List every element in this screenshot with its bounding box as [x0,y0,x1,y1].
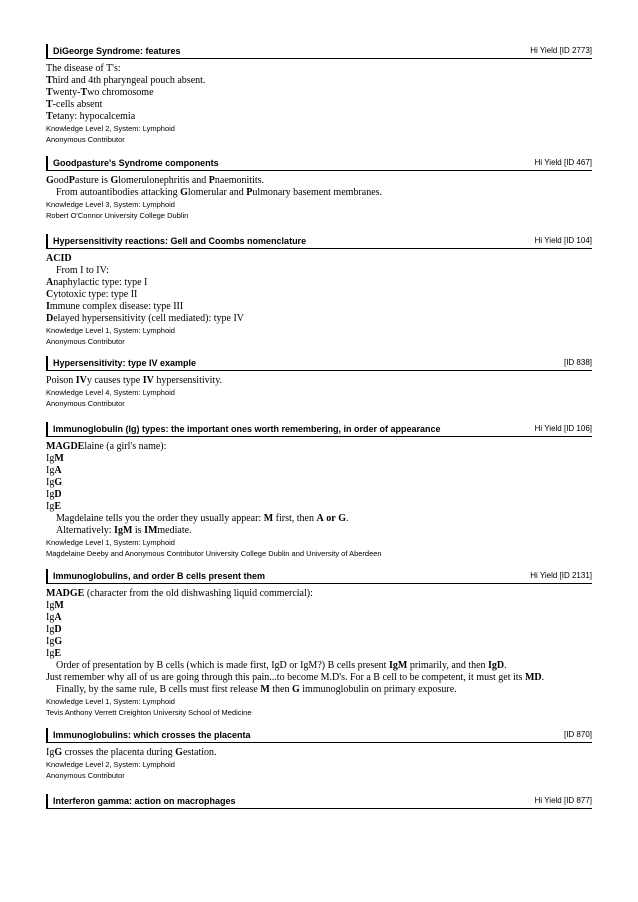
mnemonic-letter: IgD [488,660,505,671]
mnemonic-letter: G [180,187,188,198]
mnemonic-line [46,672,592,684]
text-segment: g [49,747,55,758]
entry-b-cells [46,569,592,718]
entry-title: DiGeorge Syndrome: features [53,46,181,56]
mnemonic-line [46,747,592,759]
text-segment: Ig [46,636,55,647]
text-segment: lomerular and [187,187,247,198]
mnemonic-line [46,501,592,513]
text-segment: hird and 4th pharyngeal pouch absent. [52,75,206,86]
mnemonic-letter: MADGE [46,588,85,599]
mnemonic-letter: IgM [388,660,408,671]
mnemonic-letter: P [246,187,253,198]
entry-meta: Hi Yield [ID 467] [534,158,592,167]
mnemonic-letter: T [80,87,88,98]
entry-body [46,371,592,409]
mnemonic-letter: T [46,99,53,110]
mnemonic-line [46,265,592,277]
entry-meta: Hi Yield [ID 2773] [530,46,592,55]
mnemonic-line [46,477,592,489]
text-segment: ulmonary basement membranes. [252,187,383,198]
text-segment: y causes type [86,375,143,386]
mnemonic-line [46,375,592,387]
text-segment: Finally, by the same rule, B cells must first release [56,684,261,695]
knowledge-level: Knowledge Level 1, System: Lymphoid [46,697,175,706]
mnemonic-letter: D [54,624,62,635]
mnemonic-letter: G [54,477,63,488]
entry-header [46,234,592,249]
mnemonic-letter: IV [75,375,87,386]
mnemonic-line [46,111,592,123]
knowledge-level: Knowledge Level 4, System: Lymphoid [46,388,175,397]
mnemonic-line [46,277,592,289]
entry-header [46,728,592,743]
text-segment: immunoglobulin on primary exposure. [299,684,457,695]
mnemonic-line [46,648,592,660]
text-segment: The disease of T's: [46,63,121,74]
text-segment: etany: hypocalcemia [52,111,136,122]
text-segment: naemonitits. [214,175,265,186]
entry-ig-types [46,422,592,559]
entry-header [46,794,592,809]
text-segment: Ig [46,465,55,476]
entry-body [46,249,592,347]
text-segment: is [132,525,145,536]
mnemonic-letter: MAGDE [46,441,85,452]
mnemonic-letter: I [46,301,50,312]
mnemonic-letter: G [46,175,54,186]
text-segment: Ig [46,612,55,623]
text-segment: Ig [46,600,55,611]
mnemonic-letter: MD [524,672,542,683]
entry-title: Goodpasture's Syndrome components [53,158,219,168]
entry-type-iv [46,356,592,409]
mnemonic-letter: P [68,175,75,186]
mnemonic-line [46,684,592,696]
mnemonic-letter: A [54,465,62,476]
mnemonic-letter: IM [144,525,158,536]
contributor: Anonymous Contributor [46,337,125,346]
mnemonic-letter: M [263,513,274,524]
mnemonic-line [46,525,592,537]
entry-body [46,584,592,718]
mnemonic-line [46,453,592,465]
entry-header [46,356,592,371]
entry-meta: Hi Yield [ID 877] [534,796,592,805]
text-segment: Poison [46,375,76,386]
entry-header [46,44,592,59]
contributor: Magdelaine Deeby and Anonymous Contributor University College Dublin and University of Aberdeen [46,549,382,558]
entry-digeorge [46,44,592,145]
mnemonic-line [46,636,592,648]
knowledge-level: Knowledge Level 3, System: Lymphoid [46,200,175,209]
entry-header [46,569,592,584]
mnemonic-line [46,63,592,75]
contributor: Robert O'Connor University College Dublin [46,211,189,220]
text-segment: Order of presentation by B cells (which is made first, IgD or IgM?) B cells present [56,660,389,671]
entry-title: Immunoglobulins: which crosses the placenta [53,730,251,740]
text-segment: Alternatively: [56,525,115,536]
entry-title: Hypersensitivity reactions: Gell and Coombs nomenclature [53,236,307,246]
entry-goodpasture [46,156,592,221]
text-segment: . [345,513,349,524]
mnemonic-line [46,624,592,636]
text-segment: Ig [46,477,55,488]
text-segment: Ig [46,648,55,659]
entry-header [46,156,592,171]
mnemonic-line [46,489,592,501]
text-segment: ytotoxic type: type II [53,289,138,300]
text-segment: Ig [46,624,55,635]
entry-meta: [ID 870] [563,730,592,739]
text-segment: Magdelaine tells you the order they usually appear: [56,513,264,524]
entry-title: Immunoglobulin (Ig) types: the important ones worth remembering, in order of appearance [53,424,441,434]
entry-gell-coombs [46,234,592,347]
mnemonic-letter: T [46,87,53,98]
contributor: Anonymous Contributor [46,135,125,144]
text-segment: Ig [46,453,55,464]
mnemonic-letter: D [54,489,62,500]
text-segment: Ig [46,501,55,512]
mnemonic-line [46,612,592,624]
mnemonic-letter: or [326,513,336,524]
knowledge-level: Knowledge Level 2, System: Lymphoid [46,760,175,769]
mnemonic-letter: G [54,747,63,758]
text-segment: mediate. [157,525,192,536]
text-segment: estation. [182,747,217,758]
mnemonic-letter: M [54,600,64,611]
entry-interferon [46,794,592,813]
mnemonic-letter: C [46,289,54,300]
entry-body [46,59,592,145]
text-segment: crosses the placenta during [62,747,176,758]
mnemonic-letter: M [260,684,270,695]
mnemonic-line [46,99,592,111]
text-segment: From autoantibodies attacking [56,187,181,198]
mnemonic-letter: E [54,648,62,659]
mnemonic-letter: D [46,313,54,324]
mnemonic-line [46,289,592,301]
text-segment: then [269,684,292,695]
mnemonic-letter: G [110,175,119,186]
mnemonic-line [46,175,592,187]
text-segment: wo chromosome [87,87,154,98]
mnemonic-letter: T [46,75,53,86]
mnemonic-letter: G [175,747,183,758]
entry-title: Immunoglobulins, and order B cells present them [53,571,266,581]
mnemonic-letter: A [46,277,54,288]
text-segment: From I to IV: [56,265,109,276]
text-segment: naphylactic type: type I [53,277,148,288]
entry-body [46,743,592,781]
mnemonic-line [46,588,592,600]
knowledge-level: Knowledge Level 1, System: Lymphoid [46,326,175,335]
entry-header [46,422,592,437]
entry-body [46,437,592,559]
mnemonic-line [46,465,592,477]
contributor: Anonymous Contributor [46,771,125,780]
knowledge-level: Knowledge Level 1, System: Lymphoid [46,538,175,547]
text-segment: hypersensitivity. [153,375,223,386]
mnemonic-line [46,441,592,453]
text-segment: first, then [273,513,317,524]
knowledge-level: Knowledge Level 2, System: Lymphoid [46,124,175,133]
mnemonic-letter: P [208,175,215,186]
contributor: Anonymous Contributor [46,399,125,408]
mnemonic-line [46,301,592,313]
entry-title: Interferon gamma: action on macrophages [53,796,236,806]
text-segment: lomerulonephritis and [118,175,209,186]
entry-body [46,809,592,813]
mnemonic-letter: IgM [114,525,133,536]
text-segment: . [504,660,507,671]
mnemonic-line [46,253,592,265]
entry-placenta [46,728,592,781]
mnemonic-letter: T [46,111,53,122]
mnemonic-letter: E [54,501,62,512]
mnemonic-line [46,87,592,99]
mnemonic-letter: G [54,636,63,647]
text-segment: -cells absent [52,99,103,110]
text-segment: I [46,747,50,758]
mnemonic-line [46,513,592,525]
mnemonic-line [46,660,592,672]
text-segment: Ig [46,489,55,500]
mnemonic-letter: G [338,513,346,524]
text-segment: . [541,672,545,683]
entry-meta: Hi Yield [ID 106] [534,424,592,433]
text-segment: primarily, and then [407,660,489,671]
contributor: Tevis Anthony Verrett Creighton University School of Medicine [46,708,252,717]
entry-body [46,171,592,221]
mnemonic-letter: G [291,684,300,695]
text-segment: mmune complex disease: type III [49,301,184,312]
mnemonic-letter: ACID [46,253,72,264]
text-segment: asture is [74,175,111,186]
entry-meta: Hi Yield [ID 2131] [530,571,592,580]
mnemonic-letter: M [54,453,64,464]
text-segment: elayed hypersensitivity (cell mediated): type IV [53,313,245,324]
mnemonic-line [46,75,592,87]
entry-meta: [ID 838] [563,358,592,367]
mnemonic-letter: IV [142,375,154,386]
mnemonic-line [46,600,592,612]
mnemonic-line [46,187,592,199]
entry-meta: Hi Yield [ID 104] [534,236,592,245]
text-segment: (character from the old dishwashing liquid commercial): [84,588,313,599]
text-segment: laine (a girl's name): [84,441,167,452]
mnemonic-letter: A [316,513,324,524]
text-segment: Just remember why all of us are going through this pain...to become M.D's. For a B cell to be competent, it must get its [46,672,525,683]
entry-title: Hypersensitivity: type IV example [53,358,197,368]
text-segment: wenty- [52,87,81,98]
mnemonic-letter: A [54,612,62,623]
text-segment: ood [53,175,69,186]
mnemonic-line [46,313,592,325]
